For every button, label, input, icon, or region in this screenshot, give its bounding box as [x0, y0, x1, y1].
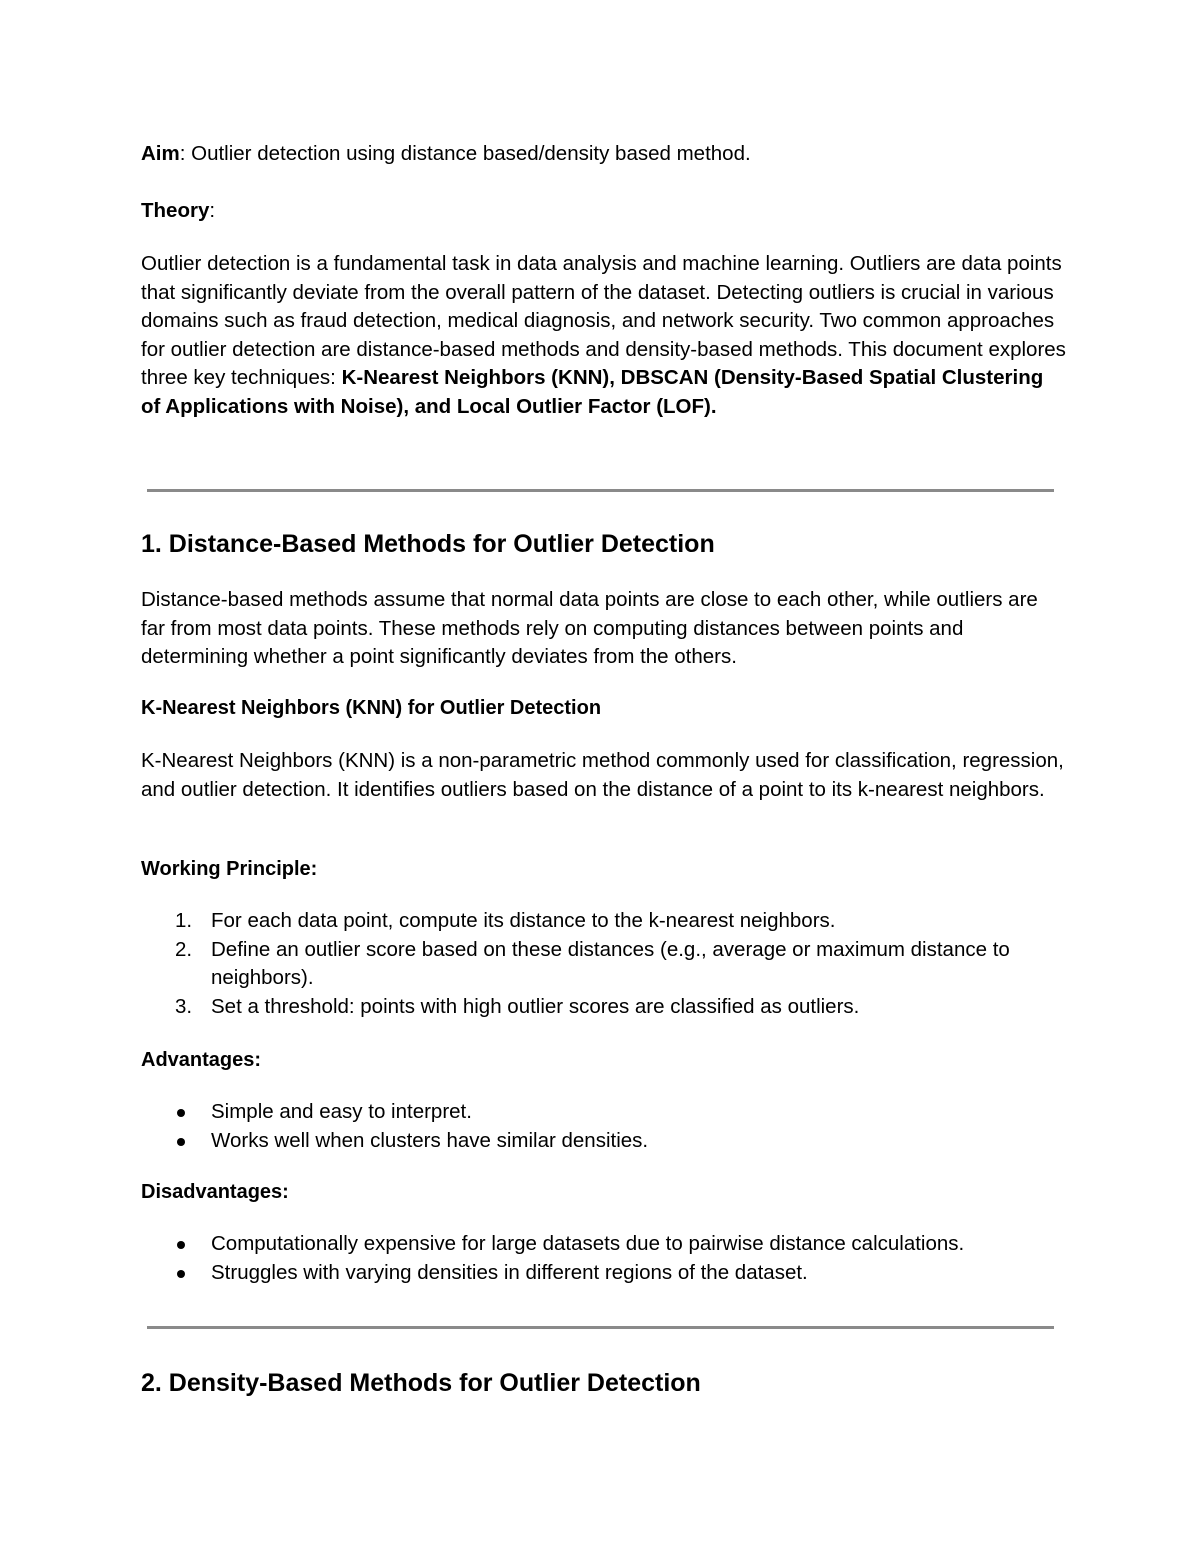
section-1-title: 1. Distance-Based Methods for Outlier Detection [141, 530, 715, 558]
list-item [141, 1127, 1066, 1156]
aim-text: : Outlier detection using distance based/density based method. [179, 142, 751, 165]
theory-label: Theory [141, 199, 210, 222]
list-item [141, 936, 1066, 993]
horizontal-divider [147, 489, 1054, 492]
horizontal-divider [147, 1326, 1054, 1329]
advantages-list [141, 1098, 1066, 1155]
list-item-text: Computationally expensive for large datasets due to pairwise distance calculations. [211, 1232, 965, 1255]
working-principle-list [141, 907, 1066, 1021]
working-principle-heading: Working Principle: [141, 858, 318, 880]
list-item-text: For each data point, compute its distance to the k-nearest neighbors. [211, 909, 836, 932]
bullet-icon [177, 1109, 185, 1117]
list-item-text: Set a threshold: points with high outlier scores are classified as outliers. [211, 994, 860, 1018]
section-2-title: 2. Density-Based Methods for Outlier Detection [141, 1369, 701, 1397]
list-item-text: Define an outlier score based on these distances (e.g., average or maximum distance to neighbors). [211, 937, 1010, 989]
list-item [141, 1259, 1066, 1288]
list-item [141, 907, 1066, 936]
list-number: 3. [175, 994, 193, 1018]
list-item [141, 1230, 1066, 1259]
list-number: 1. [175, 909, 193, 932]
disadvantages-list [141, 1230, 1066, 1287]
list-item [141, 1098, 1066, 1127]
bullet-icon [177, 1270, 185, 1278]
theory-colon: : [209, 199, 216, 222]
disadvantages-heading: Disadvantages: [141, 1181, 289, 1203]
list-item-text: Struggles with varying densities in different regions of the dataset. [211, 1260, 808, 1284]
bullet-icon [177, 1138, 185, 1146]
list-item-text: Simple and easy to interpret. [211, 1100, 472, 1123]
theory-paragraph [141, 250, 1066, 421]
theory-paragraph-bold: K-Nearest Neighbors (KNN), DBSCAN (Density-Based Spatial Clustering of Applications with Noise), and Local Outlier Factor (LOF). [141, 366, 1044, 418]
list-item [141, 993, 1066, 1022]
aim-line [141, 140, 751, 169]
advantages-heading: Advantages: [141, 1049, 262, 1071]
section-1-intro: Distance-based methods assume that normal data points are close to each other, while outliers are far from most data points. These methods rely on computing distances between points and determining whether a point significantly deviates from the others. [141, 588, 1038, 668]
bullet-icon [177, 1241, 185, 1249]
theory-paragraph-text: Outlier detection is a fundamental task in data analysis and machine learning. Outliers are data points that significantly deviate from the overall pattern of the dataset. Detecting outliers is crucial in various domains such as fraud detection, medical diagnosis, and network security. Two common approaches for outlier detection are distance-based methods and density-based methods. This document explores three key techniques: [141, 252, 1066, 389]
aim-label: Aim [141, 142, 180, 165]
knn-paragraph: K-Nearest Neighbors (KNN) is a non-parametric method commonly used for classification, regression, and outlier detection. It identifies outliers based on the distance of a point to its k-nearest neighbors. [141, 749, 1064, 801]
theory-heading [141, 197, 215, 226]
list-number: 2. [175, 937, 193, 961]
knn-heading: K-Nearest Neighbors (KNN) for Outlier Detection [141, 697, 602, 719]
list-item-text: Works well when clusters have similar densities. [211, 1128, 649, 1152]
